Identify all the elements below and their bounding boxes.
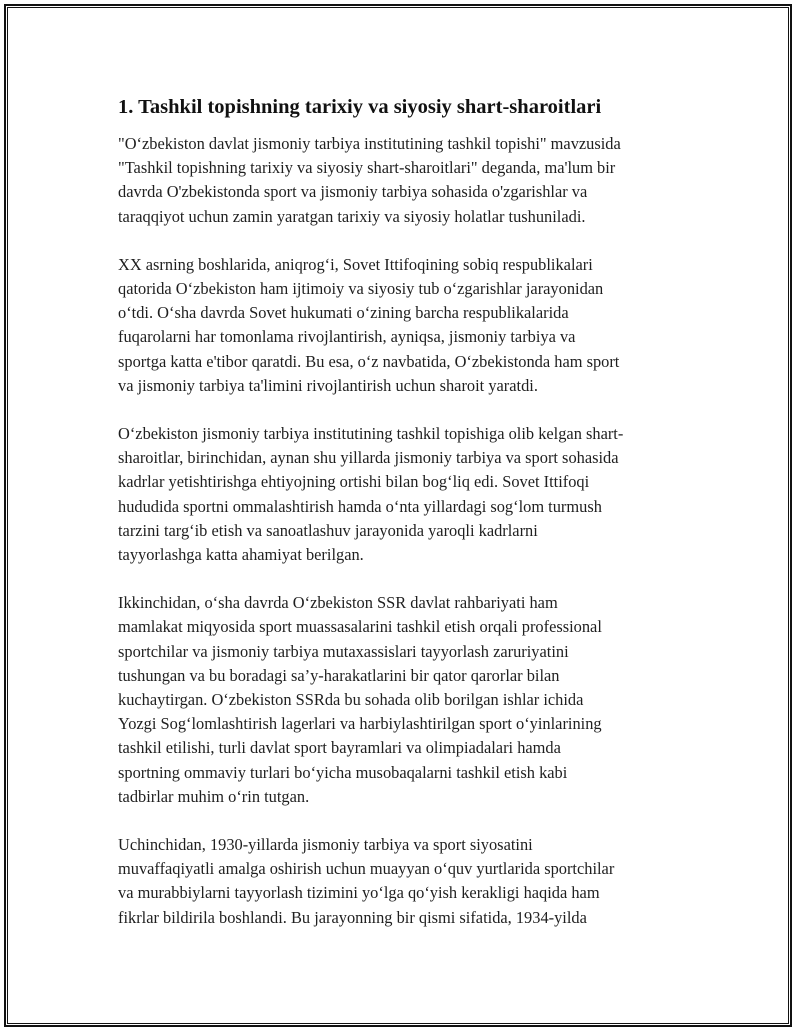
text-line: sportning ommaviy turlari bo‘yicha musobaqalarni tashkil etish kabi xyxy=(118,762,568,782)
paragraph-second-reason xyxy=(118,591,688,809)
text-line: qatorida O‘zbekiston ham ijtimoiy va siyosiy tub o‘zgarishlar jarayonidan xyxy=(118,279,604,299)
text-line: va murabbiylarni tayyorlash tizimini yo‘lga qo‘yish kerakligi haqida ham xyxy=(118,883,600,903)
paragraph-third-reason xyxy=(118,833,688,930)
text-line: va jismoniy tarbiya ta'limini rivojlantirish uchun sharoit yaratdi. xyxy=(118,375,538,395)
text-line: "O‘zbekiston davlat jismoniy tarbiya institutining tashkil topishi" mavzusida xyxy=(118,134,621,153)
text-line: mamlakat miqyosida sport muassasalarini tashkil etish orqali professional xyxy=(118,617,602,637)
section-heading: 1. Tashkil topishning tarixiy va siyosiy shart-sharoitlari xyxy=(118,96,602,118)
text-line: fikrlar bildirila boshlandi. Bu jarayonning bir qismi sifatida, 1934-yilda xyxy=(118,907,587,927)
text-line: sportchilar va jismoniy tarbiya mutaxassislari tayyorlash zaruriyatini xyxy=(118,641,569,661)
text-line: fuqarolarni har tomonlama rivojlantirish, ayniqsa, jismoniy tarbiya va xyxy=(118,327,576,347)
text-line: Ikkinchidan, o‘sha davrda O‘zbekiston SSR davlat rahbariyati ham xyxy=(118,593,558,613)
text-line: o‘tdi. O‘sha davrda Sovet hukumati o‘zining barcha respublikalarida xyxy=(118,303,569,323)
text-line: sharoitlar, birinchidan, aynan shu yillarda jismoniy tarbiya va sport sohasida xyxy=(118,448,619,468)
text-line: O‘zbekiston jismoniy tarbiya institutining tashkil topishiga olib kelgan shart- xyxy=(118,424,624,444)
paragraph-xx-century xyxy=(118,253,688,398)
text-line: kuchaytirgan. O‘zbekiston SSRda bu sohada olib borilgan ishlar ichida xyxy=(118,690,584,710)
text-line: "Tashkil topishning tarixiy va siyosiy shart-sharoitlari" deganda, ma'lum bir xyxy=(118,158,616,178)
text-line: davrda O'zbekistonda sport va jismoniy tarbiya sohasida o'zgarishlar va xyxy=(118,182,588,202)
text-line: tarzini targ‘ib etish va sanoatlashuv jarayonida yaroqli kadrlarni xyxy=(118,520,538,540)
text-line: taraqqiyot uchun zamin yaratgan tarixiy va siyosiy holatlar tushuniladi. xyxy=(118,206,586,226)
text-line: tayyorlashga katta ahamiyat berilgan. xyxy=(118,545,364,565)
text-line: tashkil etilishi, turli davlat sport bayramlari va olimpiadalari hamda xyxy=(118,738,561,758)
text-line: tadbirlar muhim o‘rin tutgan. xyxy=(118,786,310,806)
text-line: muvaffaqiyatli amalga oshirish uchun muayyan o‘quv yurtlarida sportchilar xyxy=(118,859,615,879)
text-line: sportga katta e'tibor qaratdi. Bu esa, o‘z navbatida, O‘zbekistonda ham sport xyxy=(118,351,620,371)
text-line: hududida sportni ommalashtirish hamda o‘nta yillardagi sog‘lom turmush xyxy=(118,496,602,516)
document-body xyxy=(118,92,688,954)
paragraph-intro xyxy=(118,132,688,229)
paragraph-first-reason xyxy=(118,422,688,567)
text-line: Yozgi Sog‘lomlashtirish lagerlari va harbiylashtirilgan sport o‘yinlarining xyxy=(118,714,602,734)
text-line: Uchinchidan, 1930-yillarda jismoniy tarbiya va sport siyosatini xyxy=(118,835,533,855)
text-line: tushungan va bu boradagi sa’y-harakatlarini bir qator qarorlar bilan xyxy=(118,665,560,685)
text-line: kadrlar yetishtirishga ehtiyojning ortishi bilan bog‘liq edi. Sovet Ittifoqi xyxy=(118,472,590,492)
text-line: XX asrning boshlarida, aniqrog‘i, Sovet Ittifoqining sobiq respublikalari xyxy=(118,254,593,274)
